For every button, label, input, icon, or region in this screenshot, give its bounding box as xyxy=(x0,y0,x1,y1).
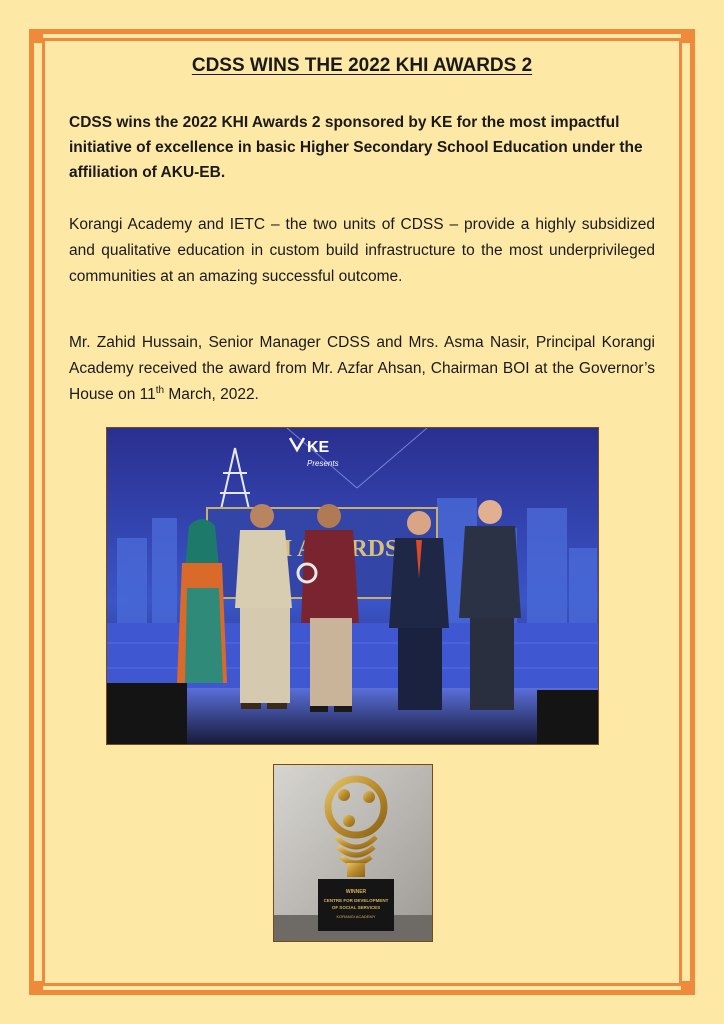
corner-ornament xyxy=(681,29,695,43)
body-paragraph-1: Korangi Academy and IETC – the two units of CDSS – provide a highly subsidized and qualitative education in custom build infrastructure to the most underprivileged communities at an amazing successful outcome. xyxy=(69,216,655,285)
lead-paragraph: CDSS wins the 2022 KHI Awards 2 sponsored by KE for the most impactful initiative of excellence in basic Higher Secondary School Education under the affiliation of AKU-EB. xyxy=(69,114,643,181)
award-ceremony-photo xyxy=(106,427,599,745)
plaque-line-3: OF SOCIAL SERVICES xyxy=(331,905,381,910)
trophy-photo xyxy=(273,764,433,942)
ke-presents-text: Presents xyxy=(307,459,339,468)
plaque-line-2: CENTRE FOR DEVELOPMENT xyxy=(323,898,389,903)
stage-speaker-left xyxy=(107,683,187,744)
ordinal-suffix: th xyxy=(155,384,165,396)
ke-logo-text: KE xyxy=(307,439,330,456)
paragraph-text-end: March, 2022. xyxy=(164,386,259,403)
paragraph-text: Mr. Zahid Hussain, Senior Manager CDSS and Mrs. Asma Nasir, Principal Korangi Academy received the award from Mr. Azfar Ahsan, Chairman BOI at the Governor’s House on 11 xyxy=(69,334,655,403)
corner-ornament xyxy=(29,981,43,995)
plaque-line-4: KORANGI ACADEMY xyxy=(336,914,376,919)
person-man-dark-suit xyxy=(389,511,449,710)
page-title: CDSS WINS THE 2022 KHI AWARDS 2 xyxy=(191,55,533,76)
plaque-line-1: WINNER xyxy=(345,889,367,895)
person-man-beige-suit xyxy=(235,504,292,709)
stage-speaker-right xyxy=(537,690,598,744)
corner-ornament xyxy=(681,981,695,995)
body-paragraph-2 xyxy=(69,330,655,408)
corner-ornament xyxy=(29,29,43,43)
